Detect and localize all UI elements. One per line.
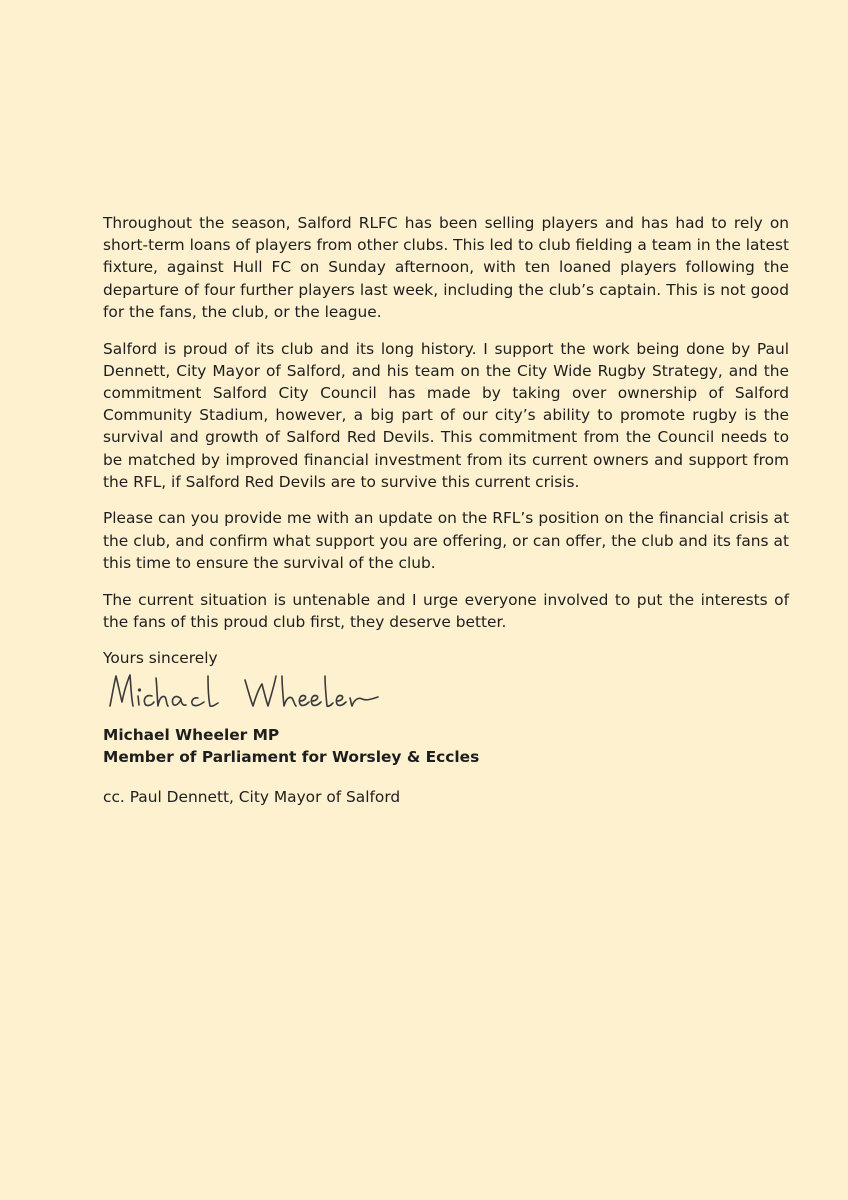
paragraph-1: Throughout the season, Salford RLFC has been selling players and has had to rely on short-term loans of players from other clubs. This led to club fielding a team in the latest fixture, against Hull FC on Sunday afternoon, with ten loaned players following the departure of four further players last week, including the club’s captain. This is not good for the fans, the club, or the league. — [103, 214, 789, 321]
letter-body — [103, 212, 789, 670]
paragraph-2: Salford is proud of its club and its long history. I support the work being done by Paul Dennett, City Mayor of Salford, and his team on the City Wide Rugby Strategy, and the commitment Salford City Council has made by taking over ownership of Salford Community Stadium, however, a big part of our city’s ability to promote rugby is the survival and growth of Salford Red Devils. This commitment from the Council needs to be matched by improved financial investment from its current owners and support from the RFL, if Salford Red Devils are to survive this current crisis. — [103, 339, 789, 491]
closing-salutation: Yours sincerely — [103, 649, 218, 668]
signatory-title: Member of Parliament for Worsley & Eccles — [103, 748, 480, 767]
cc-line: cc. Paul Dennett, City Mayor of Salford — [103, 788, 401, 806]
handwritten-signature — [100, 666, 390, 716]
paragraph-3: Please can you provide me with an update on the RFL’s position on the financial crisis at the club, and confirm what support you are offering, or can offer, the club and its fans at this time to ensure the survival of the club. — [103, 509, 789, 572]
signature-block — [103, 724, 479, 768]
paragraph-4: The current situation is untenable and I urge everyone involved to put the interests of the fans of this proud club first, they deserve better. — [103, 590, 789, 631]
signatory-name: Michael Wheeler MP — [103, 726, 280, 744]
